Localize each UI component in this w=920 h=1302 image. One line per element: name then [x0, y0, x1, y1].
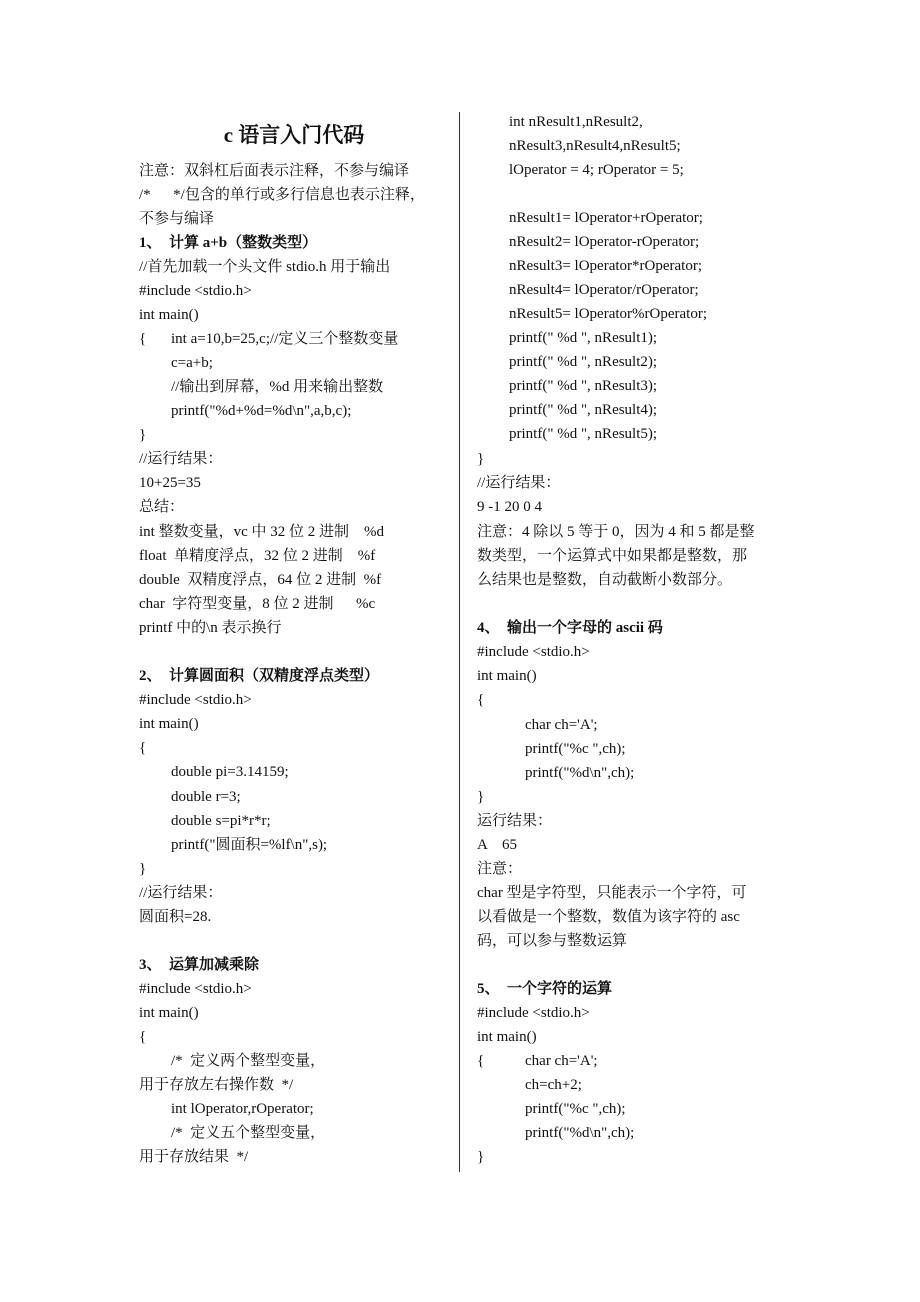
code-line: nResult1= lOperator+rOperator; — [509, 210, 703, 226]
code-brace: } — [477, 1149, 485, 1165]
code-comment: /* 定义五个整型变量， — [171, 1125, 326, 1141]
code-line: printf(" %d ", nResult2); — [509, 354, 658, 370]
code-line: lOperator = 4; rOperator = 5; — [509, 162, 684, 178]
code-line: int main() — [139, 716, 199, 732]
code-line: double pi=3.14159; — [171, 764, 289, 780]
note-line: 注意：双斜杠后面表示注释，不参与编译 — [139, 163, 410, 179]
code-comment: //运行结果： — [139, 451, 223, 467]
section-heading-5: 5、 一个字符的运算 — [477, 981, 613, 997]
column-divider — [459, 112, 460, 1172]
code-comment: 用于存放结果 */ — [139, 1149, 249, 1165]
code-line: char ch='A'; — [525, 717, 598, 733]
code-line: #include <stdio.h> — [477, 1005, 590, 1021]
code-line: int main() — [477, 1029, 537, 1045]
code-comment: //首先加载一个头文件 stdio.h 用于输出 — [139, 259, 391, 275]
code-brace: } — [139, 427, 147, 443]
code-line: int nResult1,nResult2, — [509, 114, 643, 130]
note-line: 么结果也是整数，自动截断小数部分。 — [477, 572, 733, 588]
note-line: 不参与编译 — [139, 211, 215, 227]
code-line: char ch='A'; — [525, 1053, 598, 1069]
summary-line: printf 中的\n 表示换行 — [139, 620, 282, 636]
code-line: printf("%c ",ch); — [525, 1101, 626, 1117]
code-brace: { — [139, 331, 147, 347]
note-heading: 注意： — [477, 861, 523, 877]
note-line: 以看做是一个整数，数值为该字符的 asc — [477, 909, 740, 925]
note-line: /* */包含的单行或多行信息也表示注释， — [139, 187, 425, 203]
code-comment: 用于存放左右操作数 */ — [139, 1077, 294, 1093]
summary-line: float 单精度浮点，32 位 2 进制 %f — [139, 548, 376, 564]
summary-line: int 整数变量，vc 中 32 位 2 进制 %d — [139, 524, 384, 540]
code-line: printf("%d\n",ch); — [525, 765, 635, 781]
code-brace: } — [477, 789, 485, 805]
note-line: char 型是字符型，只能表示一个字符，可 — [477, 885, 747, 901]
note-line: 码，可以参与整数运算 — [477, 933, 628, 949]
code-line: printf("圆面积=%lf\n",s); — [171, 837, 328, 853]
code-line: nResult4= lOperator/rOperator; — [509, 282, 699, 298]
summary-line: double 双精度浮点，64 位 2 进制 %f — [139, 572, 382, 588]
code-line: double r=3; — [171, 789, 241, 805]
code-line: printf(" %d ", nResult5); — [509, 426, 658, 442]
page-title: c 语言入门代码 — [223, 123, 365, 147]
code-line: int a=10,b=25,c;//定义三个整数变量 — [171, 331, 399, 347]
code-brace: { — [139, 1029, 147, 1045]
code-line: int main() — [477, 668, 537, 684]
result-line: 圆面积=28. — [139, 909, 212, 925]
code-brace: { — [139, 740, 147, 756]
code-line: printf(" %d ", nResult4); — [509, 402, 658, 418]
code-line: #include <stdio.h> — [139, 981, 252, 997]
summary-heading: 总结： — [139, 499, 185, 515]
code-line: int main() — [139, 307, 199, 323]
code-line: printf("%c ",ch); — [525, 741, 626, 757]
code-line: nResult3,nResult4,nResult5; — [509, 138, 681, 154]
code-brace: { — [477, 692, 485, 708]
result-line: 9 -1 20 0 4 — [477, 499, 542, 515]
note-line: 注意：4 除以 5 等于 0，因为 4 和 5 都是整 — [477, 524, 755, 540]
section-heading-2: 2、 计算圆面积（双精度浮点类型） — [139, 668, 380, 684]
section-heading-1: 1、 计算 a+b（整数类型） — [139, 235, 318, 251]
section-heading-3: 3、 运算加减乘除 — [139, 957, 260, 973]
code-line: #include <stdio.h> — [139, 692, 252, 708]
code-line: printf("%d\n",ch); — [525, 1125, 635, 1141]
code-brace: } — [477, 451, 485, 467]
summary-line: char 字符型变量，8 位 2 进制 %c — [139, 596, 376, 612]
code-line: double s=pi*r*r; — [171, 813, 271, 829]
code-line: #include <stdio.h> — [139, 283, 252, 299]
code-comment: //运行结果： — [139, 885, 223, 901]
code-line: int lOperator,rOperator; — [171, 1101, 314, 1117]
result-heading: 运行结果： — [477, 813, 553, 829]
code-comment: //运行结果： — [477, 475, 561, 491]
code-line: ch=ch+2; — [525, 1077, 582, 1093]
code-line: #include <stdio.h> — [477, 644, 590, 660]
code-line: printf(" %d ", nResult1); — [509, 330, 658, 346]
note-line: 数类型，一个运算式中如果都是整数，那 — [477, 548, 748, 564]
section-heading-4: 4、 输出一个字母的 ascii 码 — [477, 620, 663, 636]
code-line: nResult3= lOperator*rOperator; — [509, 258, 702, 274]
code-line: nResult5= lOperator%rOperator; — [509, 306, 707, 322]
code-line: int main() — [139, 1005, 199, 1021]
code-line: printf("%d+%d=%d\n",a,b,c); — [171, 403, 352, 419]
code-brace: } — [139, 861, 147, 877]
code-line: printf(" %d ", nResult3); — [509, 378, 658, 394]
result-line: 10+25=35 — [139, 475, 201, 491]
code-line: nResult2= lOperator-rOperator; — [509, 234, 700, 250]
code-comment: //输出到屏幕，%d 用来输出整数 — [171, 379, 384, 395]
code-comment: /* 定义两个整型变量， — [171, 1053, 326, 1069]
code-brace: { — [477, 1053, 485, 1069]
result-line: A 65 — [477, 837, 518, 853]
code-line: c=a+b; — [171, 355, 213, 371]
